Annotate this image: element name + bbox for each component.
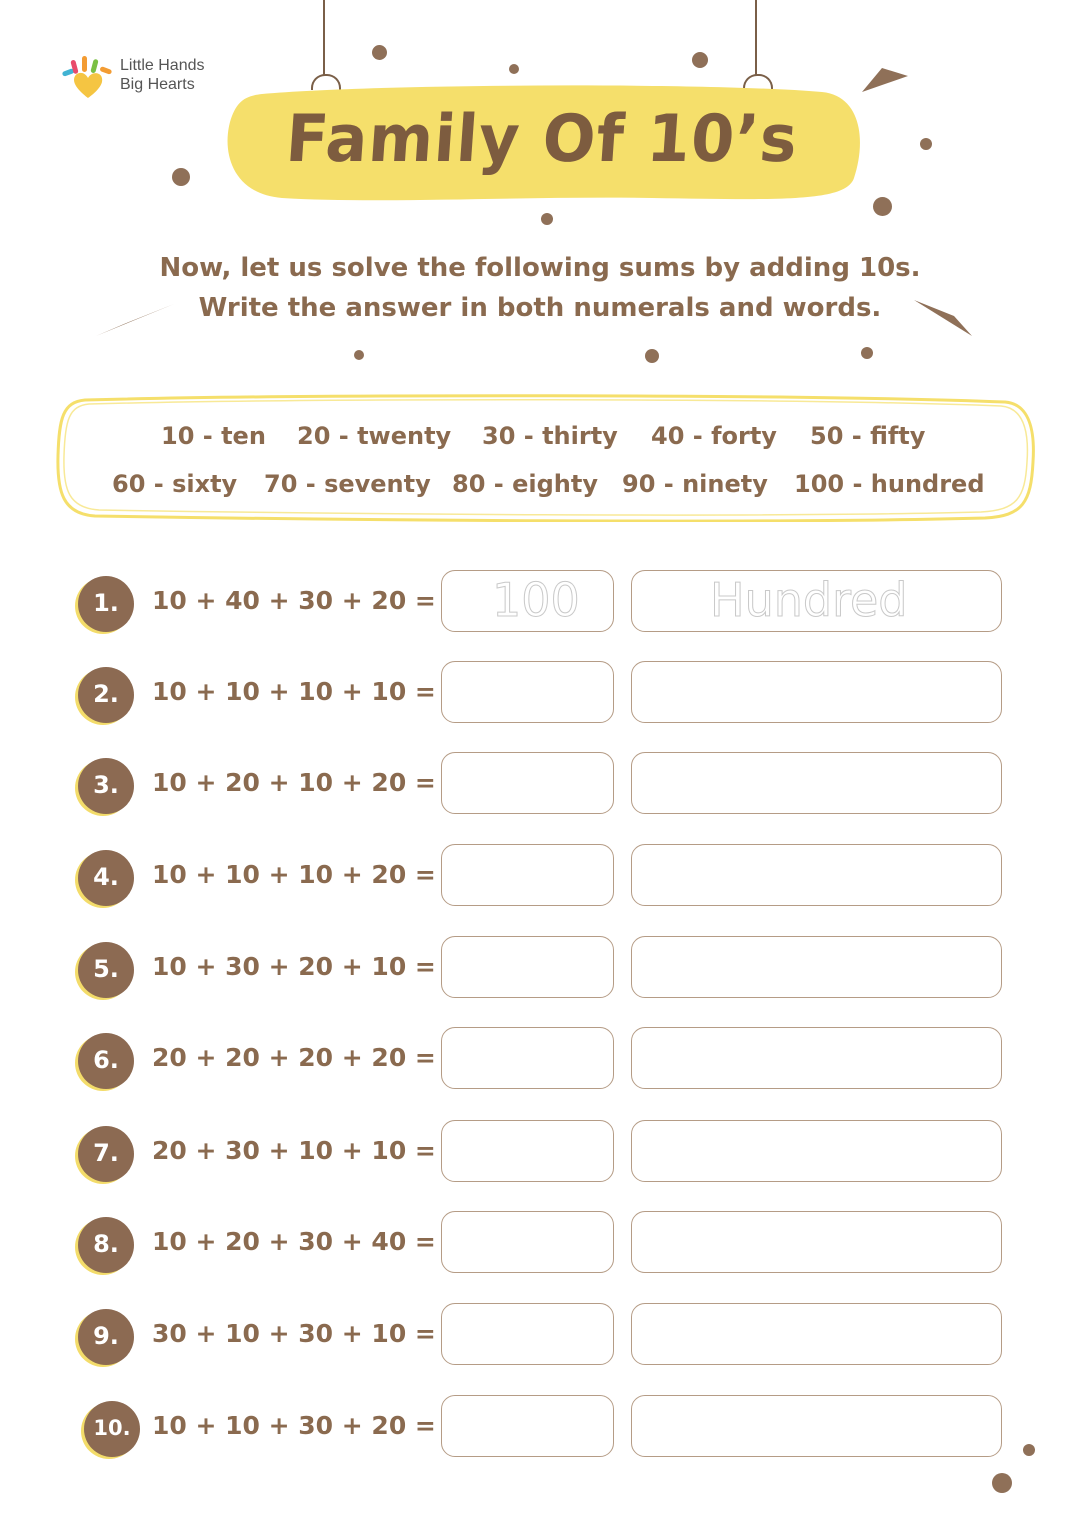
question-row — [0, 570, 1080, 636]
hanging-string-left — [323, 0, 325, 76]
question-number: 3. — [93, 771, 119, 799]
numeral-answer-box[interactable] — [441, 570, 614, 632]
question-sum: 10 + 20 + 10 + 20 = — [152, 768, 436, 797]
heart-hand-icon — [60, 56, 114, 102]
logo-text-line2: Big Hearts — [120, 76, 195, 93]
legend-item: 60 - sixty — [112, 470, 238, 498]
question-number: 9. — [93, 1322, 119, 1350]
question-sum: 20 + 30 + 10 + 10 = — [152, 1136, 436, 1165]
word-answer-box[interactable] — [631, 1120, 1002, 1182]
decor-dot — [873, 197, 892, 216]
instructions-line1: Now, let us solve the following sums by adding 10s. — [159, 253, 921, 283]
legend-item: 50 - fifty — [810, 422, 926, 450]
numeral-answer-box[interactable] — [441, 752, 614, 814]
question-row — [0, 1303, 1080, 1369]
hanging-string-right — [755, 0, 757, 76]
question-number-badge — [78, 850, 134, 906]
legend-item: 10 - ten — [161, 422, 266, 450]
question-row — [0, 936, 1080, 1002]
numeral-answer-box[interactable] — [441, 661, 614, 723]
title-banner — [222, 82, 862, 206]
word-trace-example: Hundred — [710, 573, 908, 627]
numeral-answer-box[interactable] — [441, 844, 614, 906]
question-sum: 20 + 20 + 20 + 20 = — [152, 1043, 436, 1072]
question-number: 7. — [93, 1139, 119, 1167]
question-number: 10. — [93, 1416, 131, 1440]
word-answer-box[interactable] — [631, 844, 1002, 906]
decor-dot — [372, 45, 387, 60]
question-number-badge — [78, 758, 134, 814]
question-number-badge — [78, 667, 134, 723]
decor-dot — [509, 64, 519, 74]
question-number-badge — [84, 1401, 140, 1457]
word-answer-box[interactable] — [631, 1027, 1002, 1089]
question-number: 5. — [93, 955, 119, 983]
word-answer-box[interactable] — [631, 570, 1002, 632]
question-row — [0, 1395, 1080, 1461]
word-answer-box[interactable] — [631, 936, 1002, 998]
question-sum: 30 + 10 + 30 + 10 = — [152, 1319, 436, 1348]
numeral-answer-box[interactable] — [441, 1211, 614, 1273]
question-number-badge — [78, 1217, 134, 1273]
question-number-badge — [78, 1309, 134, 1365]
word-answer-box[interactable] — [631, 1303, 1002, 1365]
question-sum: 10 + 10 + 10 + 10 = — [152, 677, 436, 706]
legend-item: 80 - eighty — [452, 470, 598, 498]
legend-item: 90 - ninety — [622, 470, 768, 498]
question-row — [0, 1211, 1080, 1277]
question-number-badge — [78, 576, 134, 632]
numeral-answer-box[interactable] — [441, 1120, 614, 1182]
decor-dot — [992, 1473, 1012, 1493]
word-answer-box[interactable] — [631, 752, 1002, 814]
page-title: Family Of 10’s — [283, 100, 801, 177]
word-answer-box[interactable] — [631, 1395, 1002, 1457]
decor-dot — [920, 138, 932, 150]
question-number-badge — [78, 1033, 134, 1089]
question-row — [0, 844, 1080, 910]
question-number-badge — [78, 942, 134, 998]
question-sum: 10 + 20 + 30 + 40 = — [152, 1227, 436, 1256]
legend-item: 100 - hundred — [794, 470, 985, 498]
question-number: 4. — [93, 863, 119, 891]
question-sum: 10 + 40 + 30 + 20 = — [152, 586, 436, 615]
question-number-badge — [78, 1126, 134, 1182]
question-number: 2. — [93, 680, 119, 708]
question-number: 1. — [93, 589, 119, 617]
legend-item: 40 - forty — [651, 422, 777, 450]
legend-item: 30 - thirty — [482, 422, 618, 450]
legend-frame — [55, 392, 1035, 522]
numeral-answer-box[interactable] — [441, 1303, 614, 1365]
question-row — [0, 1120, 1080, 1186]
decor-dot — [692, 52, 708, 68]
question-row — [0, 661, 1080, 727]
decor-dot — [172, 168, 190, 186]
question-row — [0, 752, 1080, 818]
decor-dot — [354, 350, 364, 360]
word-answer-box[interactable] — [631, 1211, 1002, 1273]
question-number: 8. — [93, 1230, 119, 1258]
instructions-line2: Write the answer in both numerals and words. — [198, 293, 882, 323]
decor-dot — [861, 347, 873, 359]
legend-item: 70 - seventy — [264, 470, 431, 498]
question-number: 6. — [93, 1046, 119, 1074]
decor-triangle — [862, 64, 910, 94]
decor-dot — [541, 213, 553, 225]
number-words-legend — [55, 392, 1035, 522]
word-answer-box[interactable] — [631, 661, 1002, 723]
decor-dot — [645, 349, 659, 363]
numeral-answer-box[interactable] — [441, 936, 614, 998]
question-row — [0, 1027, 1080, 1093]
instructions — [0, 248, 1080, 328]
logo-text-line1: Little Hands — [120, 57, 205, 74]
question-sum: 10 + 30 + 20 + 10 = — [152, 952, 436, 981]
numeral-answer-box[interactable] — [441, 1395, 614, 1457]
question-sum: 10 + 10 + 30 + 20 = — [152, 1411, 436, 1440]
legend-item: 20 - twenty — [297, 422, 452, 450]
question-sum: 10 + 10 + 10 + 20 = — [152, 860, 436, 889]
numeral-answer-box[interactable] — [441, 1027, 614, 1089]
numeral-trace-example: 100 — [492, 573, 580, 627]
